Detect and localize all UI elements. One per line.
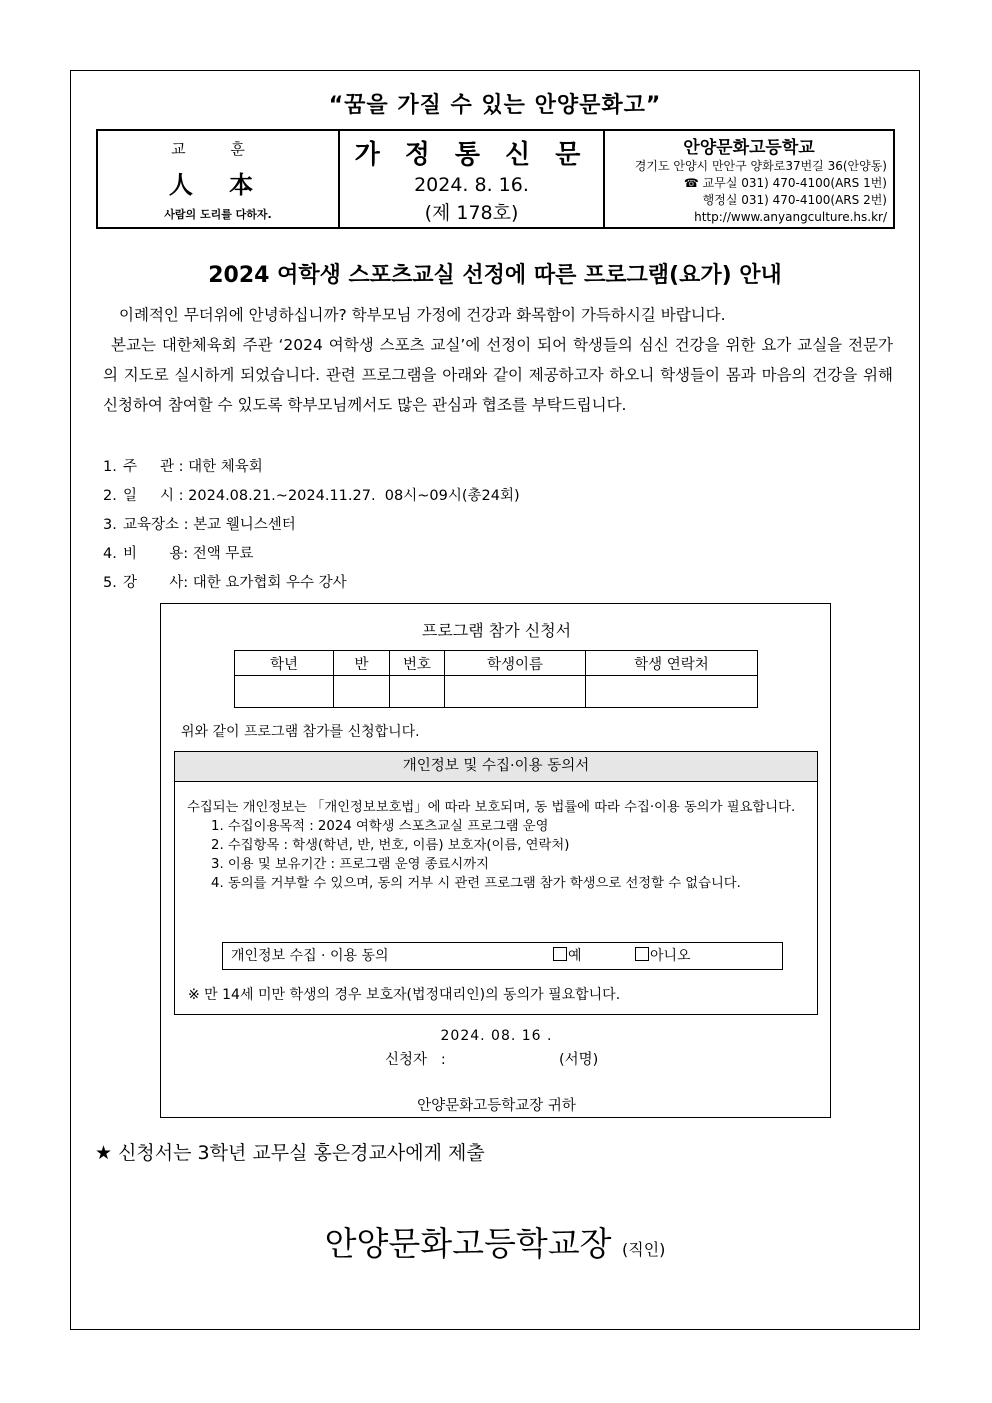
- list-item: 3. 교육장소 : 본교 웰니스센터: [103, 517, 296, 533]
- school-phone-office: ☎ 교무실 031) 470-4100(ARS 1번): [683, 175, 887, 190]
- submit-note: ★ 신청서는 3학년 교무실 홍은경교사에게 제출: [95, 1142, 485, 1164]
- consent-item: 2. 수집항목 : 학생(학년, 반, 번호, 이름) 보호자(이름, 연락처): [211, 838, 570, 853]
- newsletter-title: 가 정 통 신 문: [354, 139, 589, 170]
- grade-input-cell[interactable]: [235, 676, 334, 708]
- intro-paragraph-1: 이례적인 무더위에 안녕하십니까? 학부모님 가정에 건강과 화목함이 가득하시길 바랍니다.: [119, 306, 726, 324]
- school-address: 경기도 안양시 만안구 양화로37번길 36(안양동): [634, 158, 887, 173]
- column-class: 반: [334, 651, 390, 676]
- column-student-contact: 학생 연락처: [586, 651, 758, 676]
- consent-item: 3. 이용 및 보유기간 : 프로그램 운영 종료시까지: [211, 857, 489, 872]
- newsletter-header: [96, 129, 895, 229]
- newsletter-cell: [339, 130, 604, 228]
- applicant-label: 신청자 :: [385, 1052, 446, 1068]
- school-motto-label: 교 훈: [171, 140, 265, 158]
- list-item: 4. 비 용: 전액 무료: [103, 546, 254, 562]
- checkbox-icon[interactable]: [635, 947, 649, 961]
- school-motto-cell: [97, 130, 339, 228]
- agree-yes-option[interactable]: 예: [553, 943, 582, 969]
- consent-box: [174, 751, 818, 1015]
- consent-body: [175, 782, 817, 893]
- school-phone-admin: 행정실 031) 470-4100(ARS 2번): [702, 192, 887, 207]
- school-motto-sub: 사람의 도리를 다하자.: [164, 208, 272, 221]
- school-name: 안양문화고등학교: [683, 137, 815, 158]
- signature-label: (서명): [559, 1052, 599, 1068]
- document-title: 2024 여학생 스포츠교실 선정에 따른 프로그램(요가) 안내: [208, 263, 782, 288]
- info-list: [103, 456, 520, 601]
- checkbox-icon[interactable]: [553, 947, 567, 961]
- school-slogan: “꿈을 가질 수 있는 안양문화고”: [328, 93, 662, 118]
- column-student-name: 학생이름: [445, 651, 586, 676]
- student-name-input-cell[interactable]: [445, 676, 586, 708]
- principal-seal: (직인): [622, 1240, 666, 1259]
- intro-paragraph-2: 본교는 대한체육회 주관 ‘2024 여학생 스포츠 교실’에 선정이 되어 학생들의 심신 건강을 위한 요가 교실을 전문가의 지도로 실시하게 되었습니다. 관련 프로그램을 아래와 같이 제공하고자 하오니 학생들이 몸과 마음의 건강을 위해 신청하여 참여할 수 있도록 학부모님께서도 많은 관심과 협조를 부탁드립니다.: [103, 336, 893, 414]
- column-grade: 학년: [235, 651, 334, 676]
- consent-item: 4. 동의를 거부할 수 있으며, 동의 거부 시 관련 프로그램 참가 학생으로 선정할 수 없습니다.: [211, 876, 741, 891]
- consent-item: 1. 수집이용목적 : 2024 여학생 스포츠교실 프로그램 운영: [211, 819, 549, 834]
- class-input-cell[interactable]: [334, 676, 390, 708]
- application-statement: 위와 같이 프로그램 참가를 신청합니다.: [181, 724, 420, 740]
- form-title: 프로그램 참가 신청서: [421, 621, 572, 640]
- principal-name: 안양문화고등학교장: [324, 1224, 612, 1263]
- school-motto: 人 本: [168, 171, 268, 199]
- agree-no-option[interactable]: 아니오: [635, 943, 691, 969]
- principal-signature: [70, 1218, 920, 1265]
- application-form: [160, 603, 831, 1118]
- student-contact-input-cell[interactable]: [586, 676, 758, 708]
- school-info-cell: [604, 130, 894, 228]
- table-header-row: [235, 651, 758, 676]
- consent-note: ※ 만 14세 미만 학생의 경우 보호자(법정대리인)의 동의가 필요합니다.: [188, 987, 621, 1003]
- consent-header: 개인정보 및 수집·이용 동의서: [175, 752, 817, 782]
- form-recipient: 안양문화고등학교장 귀하: [417, 1098, 576, 1114]
- table-row: [235, 676, 758, 708]
- form-date: 2024. 08. 16 .: [440, 1028, 553, 1044]
- consent-agreement-row: [222, 942, 783, 970]
- agreement-label: 개인정보 수집 · 이용 동의: [231, 948, 389, 964]
- list-item: 1. 주 관 : 대한 체육회: [103, 459, 263, 475]
- consent-intro: 수집되는 개인정보는 「개인정보보호법」에 따라 보호되며, 동 법률에 따라 수집·이용 동의가 필요합니다.: [187, 800, 796, 815]
- number-input-cell[interactable]: [390, 676, 445, 708]
- intro-text: [103, 300, 893, 420]
- list-item: 5. 강 사: 대한 요가협회 우수 강사: [103, 575, 347, 591]
- column-number: 번호: [390, 651, 445, 676]
- list-item: 2. 일 시 : 2024.08.21.~2024.11.27. 08시~09시(총24회): [103, 488, 520, 504]
- newsletter-issue: (제 178호): [424, 201, 519, 224]
- application-table: [234, 650, 758, 708]
- school-website[interactable]: http://www.anyangculture.hs.kr/: [694, 209, 887, 224]
- newsletter-date: 2024. 8. 16.: [414, 173, 529, 196]
